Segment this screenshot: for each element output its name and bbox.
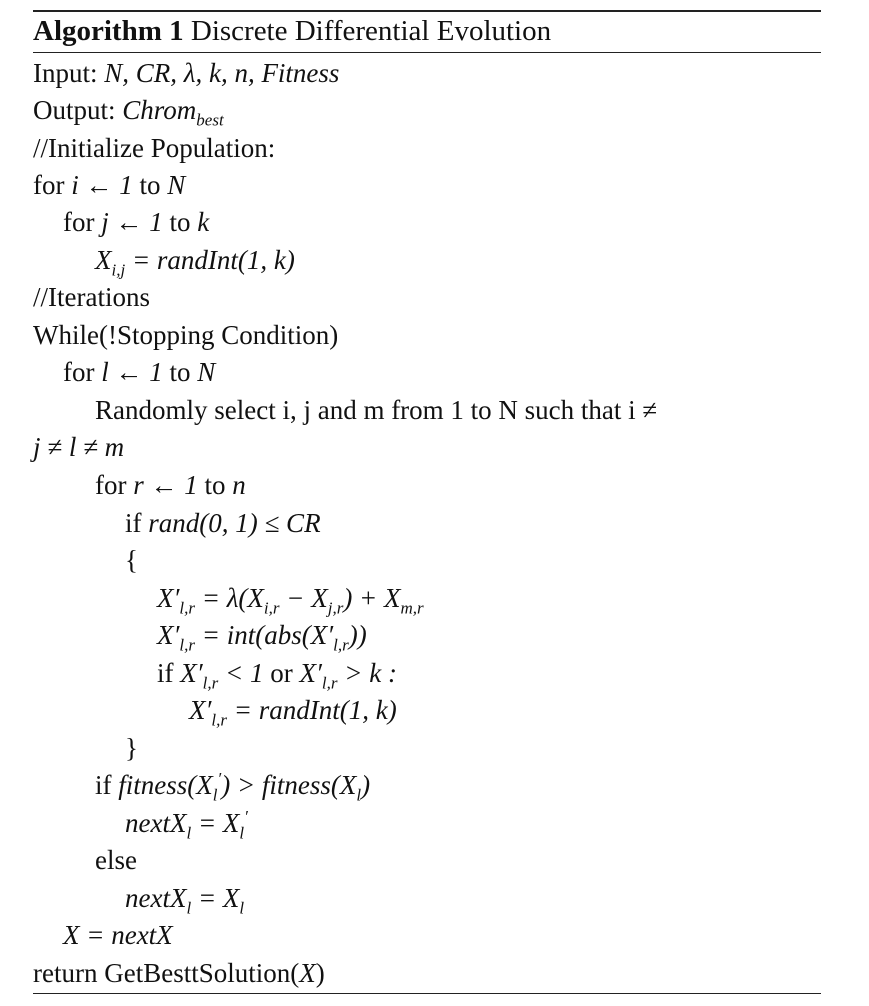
mutation-line: [157, 583, 424, 618]
if-fitness-line: [95, 769, 371, 805]
int-abs-line: [157, 620, 367, 655]
sub: l,r: [321, 673, 338, 693]
while-line: While(!Stopping Condition): [33, 320, 339, 350]
expr: < 1: [218, 658, 271, 688]
x-prime: X′: [180, 658, 203, 688]
output-line: [33, 95, 224, 130]
input-keyword: Input:: [33, 58, 98, 88]
x-prime: X′: [292, 658, 322, 688]
else-line: else: [95, 845, 137, 875]
prime: ′: [244, 807, 248, 826]
expr: > k :: [337, 658, 397, 688]
sub: l: [239, 898, 245, 918]
random-select-continuation: j ≠ l ≠ m: [33, 432, 125, 462]
k-var: k: [197, 207, 210, 237]
close-brace: }: [125, 733, 138, 763]
top-rule: [33, 10, 821, 12]
comment-initialize: //Initialize Population:: [33, 133, 276, 163]
algorithm-name: Discrete Differential Evolution: [190, 15, 552, 47]
expr: ) + X: [343, 583, 401, 613]
randint-call: = randInt(1, k): [125, 245, 295, 275]
for-keyword: for: [63, 207, 95, 237]
or-keyword: or: [270, 658, 293, 688]
n-var: N: [197, 357, 216, 387]
x-assign-line: X = nextX: [63, 920, 173, 950]
for-keyword: for: [33, 170, 65, 200]
if-keyword: if: [125, 508, 142, 538]
output-keyword: Output:: [33, 95, 116, 125]
random-select-line: Randomly select i, j and m from 1 to N such that i ≠: [95, 395, 658, 425]
algorithm-label: Algorithm 1: [33, 15, 184, 47]
for-i-range: i ← 1: [71, 170, 133, 200]
x-var: X: [95, 245, 112, 275]
expr: ) > fitness(X: [221, 770, 357, 800]
next-x: nextX: [125, 808, 187, 838]
sub: j,r: [327, 598, 344, 618]
for-j-range: j ← 1: [101, 207, 163, 237]
sub: l,r: [202, 673, 219, 693]
header-rule: [33, 52, 821, 53]
output-var: Chrom: [122, 95, 197, 125]
expr: fitness(X: [118, 770, 213, 800]
expr: = randInt(1, k): [227, 695, 397, 725]
if-rand-line: [125, 508, 321, 538]
expr: − X: [279, 583, 328, 613]
output-sub: best: [196, 110, 224, 130]
sub: l,r: [179, 635, 195, 655]
sub: m,r: [400, 598, 424, 618]
to-keyword: to: [169, 207, 191, 237]
next-x-line: [125, 883, 245, 918]
x-prime: X′: [157, 620, 180, 650]
input-params: N, CR, λ, k, n, Fitness: [104, 58, 340, 88]
expr: = X: [191, 808, 240, 838]
sub: l,r: [211, 710, 227, 730]
return-line: [33, 958, 325, 988]
init-assignment: [95, 245, 295, 280]
sub: i,r: [263, 598, 280, 618]
sub: l: [186, 823, 192, 843]
expr: = int(abs(X′: [195, 620, 334, 650]
bound-check-line: [157, 658, 397, 693]
for-keyword: for: [63, 357, 95, 387]
close-paren: ): [315, 958, 325, 988]
for-i-line: [33, 170, 185, 200]
reset-line: [189, 695, 397, 730]
for-l-line: [63, 357, 215, 387]
next-x: nextX: [125, 883, 187, 913]
prime: ′: [217, 769, 222, 788]
next-x-prime-line: [125, 807, 248, 843]
expr: = X: [191, 883, 240, 913]
sub: l,r: [333, 635, 349, 655]
expr: = λ(X: [195, 583, 264, 613]
sub: l: [239, 823, 245, 843]
rand-condition: rand(0, 1) ≤ CR: [148, 508, 321, 538]
expr: )): [348, 620, 367, 650]
algorithm-title: [33, 16, 551, 46]
x-prime: X′: [157, 583, 180, 613]
for-l-range: l ← 1: [101, 357, 163, 387]
return-call: return GetBesttSolution(: [33, 958, 300, 988]
to-keyword: to: [204, 470, 226, 500]
sub: l: [186, 898, 192, 918]
n-small-var: n: [232, 470, 246, 500]
to-keyword: to: [169, 357, 191, 387]
sub: l: [356, 785, 362, 805]
for-j-line: [63, 207, 209, 237]
expr: ): [361, 770, 371, 800]
if-keyword: if: [157, 658, 174, 688]
input-line: [33, 58, 339, 88]
sub: l,r: [179, 598, 195, 618]
open-brace: {: [125, 545, 138, 575]
n-var: N: [167, 170, 186, 200]
for-r-range: r ← 1: [133, 470, 198, 500]
if-keyword: if: [95, 770, 112, 800]
x-var: X: [299, 958, 316, 988]
for-r-line: [95, 470, 246, 500]
to-keyword: to: [139, 170, 161, 200]
bottom-rule: [33, 993, 821, 994]
sub: l: [212, 785, 218, 805]
x-prime: X′: [189, 695, 212, 725]
comment-iterations: //Iterations: [33, 282, 150, 312]
for-keyword: for: [95, 470, 127, 500]
x-sub: i,j: [111, 260, 126, 280]
